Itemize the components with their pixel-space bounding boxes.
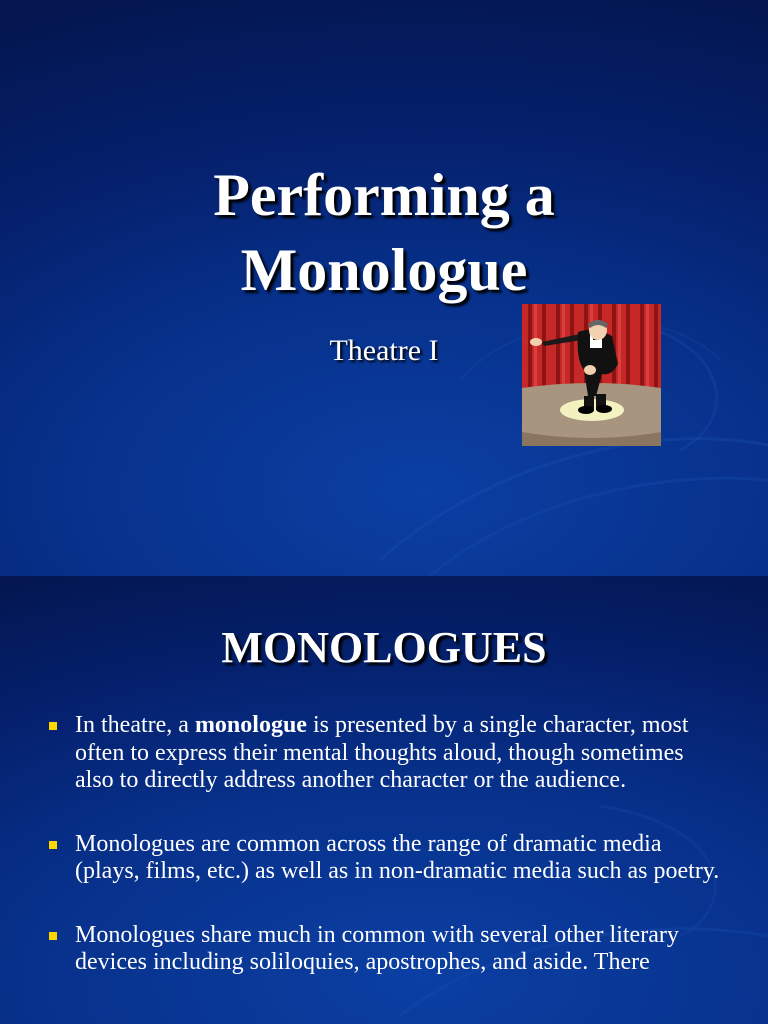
bullet-item — [44, 712, 724, 795]
performer-bowing-on-stage-icon — [522, 304, 661, 446]
square-bullet-icon — [49, 841, 57, 849]
slide-subtitle: Theatre I — [329, 334, 439, 367]
slide-monologues — [0, 576, 768, 1024]
bullet-text-bold: monologue — [194, 712, 307, 738]
square-bullet-icon — [49, 722, 57, 730]
bullet-text-pre: In theatre, a — [75, 712, 195, 738]
title-line-2: Monologue — [240, 237, 528, 303]
title-line-1: Performing a — [213, 162, 555, 228]
slide-title-heading — [0, 158, 768, 308]
bullet-item — [44, 831, 724, 886]
bullet-text: Monologues are common across the range of dramatic media (plays, films, etc.) as well as in non-dramatic media such as poetry. — [75, 830, 720, 884]
bullet-list — [44, 712, 724, 1013]
bullet-text: Monologues share much in common with several other literary devices including soliloquies, apostrophes, and aside. There — [75, 921, 679, 975]
slide-heading: MONOLOGUES — [221, 623, 547, 672]
bullet-text-post: is presented by a single character, most often to express their mental thoughts aloud, though sometimes also to directly address another character or the audience. — [75, 712, 689, 793]
square-bullet-icon — [49, 932, 57, 940]
bullet-item — [44, 922, 724, 977]
